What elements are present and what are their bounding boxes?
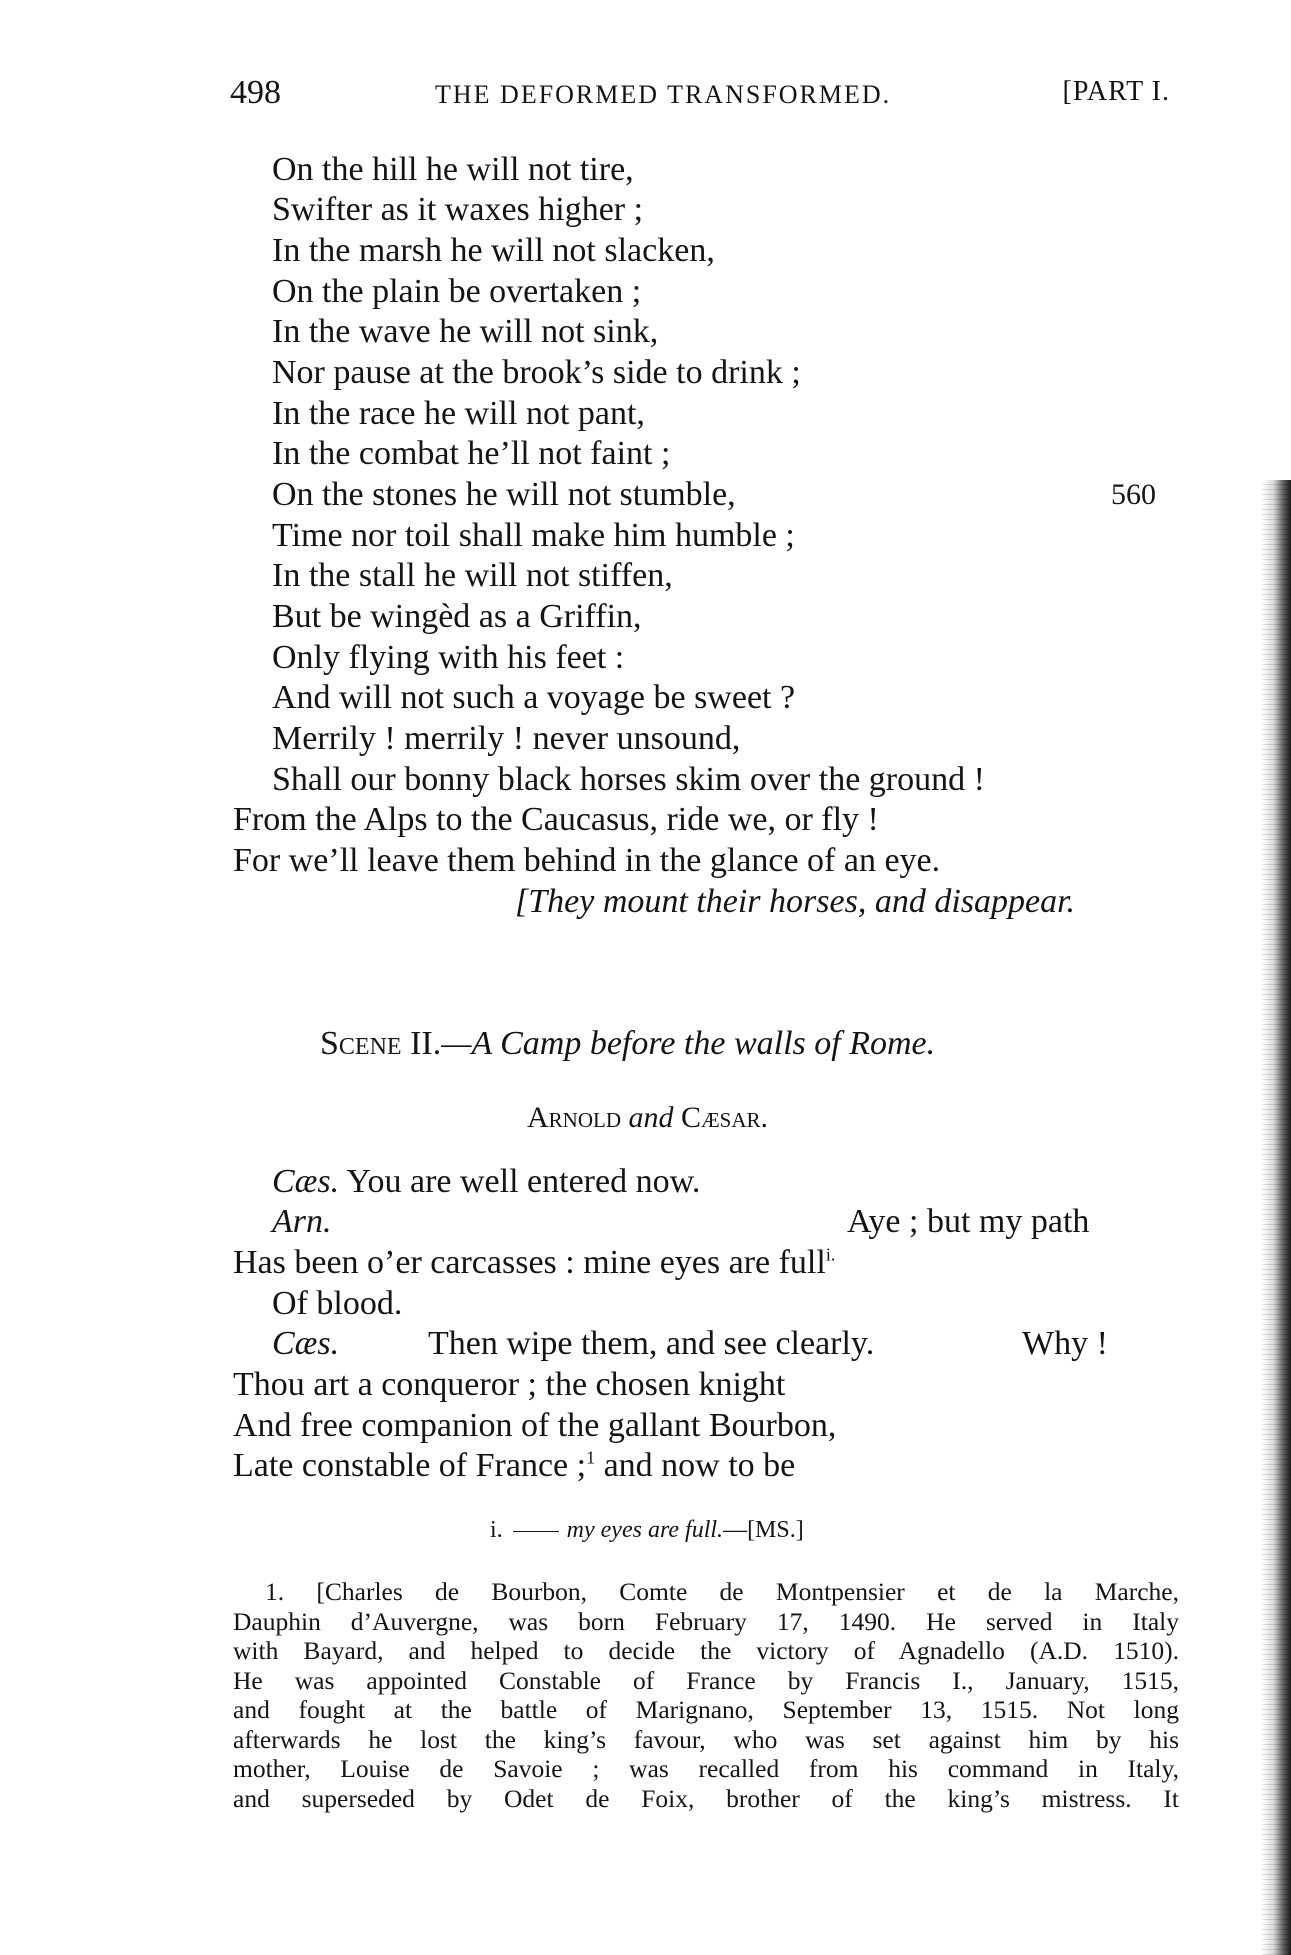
speech-text: Late constable of France ;	[233, 1447, 587, 1484]
footnote-line: afterwards he lost the king’s favour, who was set against him by his	[233, 1724, 1179, 1754]
verse-line: But be wingèd as a Griffin,	[272, 598, 642, 635]
character-arnold: Arnold	[527, 1101, 621, 1134]
speech-text: Has been o’er carcasses : mine eyes are full	[233, 1244, 826, 1281]
verse-line: Merrily ! merrily ! never unsound,	[272, 720, 741, 757]
running-header	[230, 74, 1170, 118]
part-label: [PART I.	[1062, 76, 1170, 107]
dialogue-line	[272, 1324, 339, 1364]
scene-heading	[320, 1024, 935, 1064]
scanned-page-edge	[1262, 480, 1291, 1955]
footnote-line: and fought at the battle of Marignano, September 13, 1515. Not long	[233, 1695, 1179, 1724]
verse-line: In the marsh he will not slacken,	[272, 232, 715, 269]
scene-setting: —A Camp before the walls of Rome.	[441, 1025, 936, 1062]
dialogue-line	[272, 1162, 700, 1202]
footnote-line: Dauphin d’Auvergne, was born February 17, 1490. He served in Italy	[233, 1606, 1179, 1636]
speaker-arnold: Arn.	[272, 1203, 332, 1240]
dialogue-line	[272, 1202, 332, 1242]
verse-line: For we’ll leave them behind in the glance of an eye.	[233, 842, 941, 879]
running-title: THE DEFORMED TRANSFORMED.	[435, 80, 892, 109]
verse-line: In the combat he’ll not faint ;	[272, 435, 671, 472]
footnote-line: mother, Louise de Savoie ; was recalled from his command in Italy,	[233, 1754, 1179, 1783]
verse-line: In the wave he will not sink,	[272, 313, 659, 350]
verse-line: Time nor toil shall make him humble ;	[272, 517, 795, 554]
verse-line: In the stall he will not stiffen,	[272, 557, 673, 594]
variant-marker: i.	[490, 1517, 503, 1543]
em-rule	[513, 1531, 559, 1532]
dialogue-line	[233, 1446, 795, 1486]
dialogue-line	[233, 1243, 835, 1283]
verse-line: And will not such a voyage be sweet ?	[272, 679, 796, 716]
verse-line: Only flying with his feet :	[272, 639, 625, 676]
speech-text: You are well entered now.	[346, 1163, 701, 1200]
verse-line: On the hill he will not tire,	[272, 151, 634, 188]
scene-label: Scene II.	[320, 1025, 442, 1062]
verse-line: From the Alps to the Caucasus, ride we, or fly !	[233, 801, 879, 838]
verse-line: In the race he will not pant,	[272, 395, 645, 432]
verse-line: On the plain be overtaken ;	[272, 273, 642, 310]
speaker-caesar: Cæs.	[272, 1325, 340, 1362]
speech-text: Thou art a conqueror ; the chosen knight	[233, 1366, 786, 1403]
footnote-line: with Bayard, and helped to decide the victory of Agnadello (A.D. 1510).	[233, 1636, 1179, 1665]
variant-reference: i.	[825, 1244, 836, 1265]
speech-text: Of blood.	[272, 1285, 403, 1322]
scene-characters	[527, 1098, 768, 1138]
variant-source: —[MS.]	[723, 1517, 804, 1543]
characters-conjunction: and	[628, 1101, 674, 1134]
speech-text: Aye ; but my path	[847, 1203, 1090, 1240]
variant-footnote	[490, 1514, 804, 1546]
footnote-line: He was appointed Constable of France by Francis I., January, 1515,	[233, 1665, 1179, 1695]
verse-line: Swifter as it waxes higher ;	[272, 191, 644, 228]
speaker-caesar: Cæs.	[272, 1163, 340, 1200]
editorial-footnote	[233, 1577, 1179, 1813]
speech-text: Why !	[1022, 1325, 1108, 1362]
footnote-line: 1. [Charles de Bourbon, Comte de Montpensier et de la Marche,	[265, 1577, 1179, 1606]
verse-line: Nor pause at the brook’s side to drink ;	[272, 354, 801, 391]
verse-line: Shall our bonny black horses skim over the ground !	[272, 761, 985, 798]
speech-text: and now to be	[603, 1447, 796, 1484]
verse-line: On the stones he will not stumble,	[272, 476, 736, 513]
footnote-reference: 1	[586, 1447, 596, 1468]
speech-text: And free companion of the gallant Bourbon,	[233, 1407, 837, 1444]
variant-text: my eyes are full.	[566, 1517, 724, 1543]
speech-text: Then wipe them, and see clearly.	[428, 1325, 875, 1362]
line-number: 560	[1111, 478, 1156, 511]
character-caesar: Cæsar.	[681, 1101, 769, 1134]
stage-direction: [They mount their horses, and disappear.	[515, 883, 1076, 920]
page-number: 498	[230, 74, 281, 111]
footnote-line: and superseded by Odet de Foix, brother of the king’s mistress. It	[233, 1783, 1179, 1813]
